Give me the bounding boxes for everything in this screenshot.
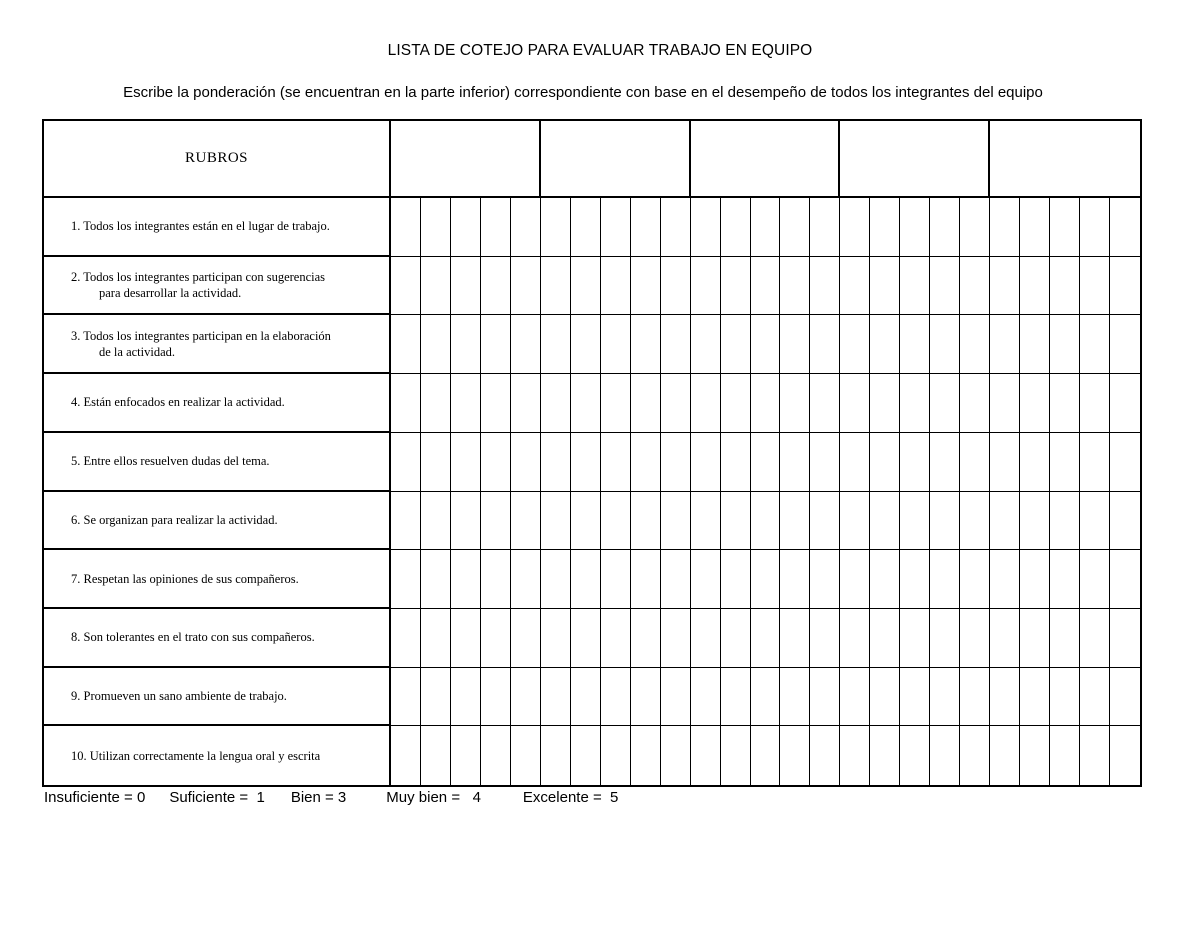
score-cell[interactable] xyxy=(721,198,751,257)
score-cell[interactable] xyxy=(810,198,840,257)
score-cell[interactable] xyxy=(1080,726,1110,785)
score-cell[interactable] xyxy=(1020,609,1050,668)
rubro-label-4 xyxy=(44,374,391,433)
score-cell[interactable] xyxy=(990,668,1020,727)
score-cell[interactable] xyxy=(900,492,930,551)
score-cell[interactable] xyxy=(870,668,900,727)
score-cell[interactable] xyxy=(691,198,721,257)
score-cell[interactable] xyxy=(960,726,990,785)
score-cell[interactable] xyxy=(751,550,781,609)
score-cell[interactable] xyxy=(421,668,451,727)
score-cell[interactable] xyxy=(511,609,541,668)
score-cell[interactable] xyxy=(930,492,960,551)
rubro-text: 7. Respetan las opiniones de sus compañeros. xyxy=(71,571,299,586)
score-cell[interactable] xyxy=(990,315,1020,374)
score-cell[interactable] xyxy=(960,257,990,316)
rubro-label-3 xyxy=(44,315,391,374)
score-cell[interactable] xyxy=(481,492,511,551)
score-cell[interactable] xyxy=(780,433,810,492)
rubro-text: 1. Todos los integrantes están en el lugar de trabajo. xyxy=(71,219,330,234)
score-cell[interactable] xyxy=(1110,198,1140,257)
score-cell[interactable] xyxy=(751,315,781,374)
score-cell[interactable] xyxy=(631,315,661,374)
rating-legend xyxy=(44,789,618,806)
rubro-text: 3. Todos los integrantes participan en la elaboración xyxy=(71,328,331,343)
score-cell[interactable] xyxy=(421,492,451,551)
score-cell[interactable] xyxy=(391,433,421,492)
score-cell[interactable] xyxy=(601,609,631,668)
score-cell[interactable] xyxy=(421,726,451,785)
score-cell[interactable] xyxy=(810,609,840,668)
legend-bien: Bien = 3 xyxy=(290,789,347,806)
score-cell[interactable] xyxy=(451,726,481,785)
score-cell[interactable] xyxy=(391,492,421,551)
member-header-5[interactable] xyxy=(990,121,1140,198)
score-cell[interactable] xyxy=(930,257,960,316)
score-cell[interactable] xyxy=(391,374,421,433)
score-cell[interactable] xyxy=(571,550,601,609)
score-cell[interactable] xyxy=(721,433,751,492)
score-cell[interactable] xyxy=(930,726,960,785)
member-header-3[interactable] xyxy=(691,121,841,198)
score-cell[interactable] xyxy=(1110,492,1140,551)
legend-suficiente: Suficiente = 1 xyxy=(169,789,265,806)
score-cell[interactable] xyxy=(391,315,421,374)
score-cell[interactable] xyxy=(691,726,721,785)
score-cell[interactable] xyxy=(451,609,481,668)
score-cell[interactable] xyxy=(930,668,960,727)
score-cell[interactable] xyxy=(1110,433,1140,492)
score-cell[interactable] xyxy=(511,257,541,316)
rubro-text-continued: para desarrollar la actividad. xyxy=(99,286,242,301)
score-cell[interactable] xyxy=(571,257,601,316)
score-cell[interactable] xyxy=(1050,550,1080,609)
score-cell[interactable] xyxy=(840,257,870,316)
score-cell[interactable] xyxy=(661,257,691,316)
rubro-label-1 xyxy=(44,198,391,257)
score-cell[interactable] xyxy=(900,198,930,257)
score-cell[interactable] xyxy=(511,315,541,374)
score-cell[interactable] xyxy=(691,550,721,609)
score-cell[interactable] xyxy=(1110,374,1140,433)
score-cell[interactable] xyxy=(631,198,661,257)
score-cell[interactable] xyxy=(840,492,870,551)
score-cell[interactable] xyxy=(960,198,990,257)
score-cell[interactable] xyxy=(840,668,870,727)
rubro-text: 6. Se organizan para realizar la actividad. xyxy=(71,512,278,527)
score-cell[interactable] xyxy=(990,198,1020,257)
score-cell[interactable] xyxy=(391,257,421,316)
score-cell[interactable] xyxy=(840,198,870,257)
score-cell[interactable] xyxy=(601,198,631,257)
score-cell[interactable] xyxy=(840,726,870,785)
score-cell[interactable] xyxy=(960,492,990,551)
score-cell[interactable] xyxy=(631,609,661,668)
member-header-4[interactable] xyxy=(840,121,990,198)
score-cell[interactable] xyxy=(391,726,421,785)
score-cell[interactable] xyxy=(631,726,661,785)
score-cell[interactable] xyxy=(1050,668,1080,727)
score-cell[interactable] xyxy=(810,668,840,727)
score-cell[interactable] xyxy=(601,374,631,433)
score-cell[interactable] xyxy=(1050,198,1080,257)
score-cell[interactable] xyxy=(990,374,1020,433)
rubro-label-7 xyxy=(44,550,391,609)
score-cell[interactable] xyxy=(1110,315,1140,374)
score-cell[interactable] xyxy=(1080,198,1110,257)
score-cell[interactable] xyxy=(1080,433,1110,492)
rubro-label-8 xyxy=(44,609,391,668)
score-cell[interactable] xyxy=(421,609,451,668)
score-cell[interactable] xyxy=(870,198,900,257)
score-cell[interactable] xyxy=(601,492,631,551)
score-cell[interactable] xyxy=(661,374,691,433)
score-cell[interactable] xyxy=(900,668,930,727)
score-cell[interactable] xyxy=(601,257,631,316)
score-cell[interactable] xyxy=(840,433,870,492)
score-cell[interactable] xyxy=(721,668,751,727)
score-cell[interactable] xyxy=(780,374,810,433)
score-cell[interactable] xyxy=(780,198,810,257)
score-cell[interactable] xyxy=(1080,492,1110,551)
score-cell[interactable] xyxy=(691,433,721,492)
score-cell[interactable] xyxy=(601,433,631,492)
score-cell[interactable] xyxy=(1080,550,1110,609)
score-cell[interactable] xyxy=(691,668,721,727)
score-cell[interactable] xyxy=(751,433,781,492)
score-cell[interactable] xyxy=(601,726,631,785)
score-cell[interactable] xyxy=(541,257,571,316)
score-cell[interactable] xyxy=(1020,374,1050,433)
score-cell[interactable] xyxy=(451,198,481,257)
score-cell[interactable] xyxy=(511,492,541,551)
score-cell[interactable] xyxy=(870,609,900,668)
score-cell[interactable] xyxy=(1080,374,1110,433)
score-cell[interactable] xyxy=(780,609,810,668)
score-cell[interactable] xyxy=(810,433,840,492)
score-cell[interactable] xyxy=(661,433,691,492)
score-cell[interactable] xyxy=(421,433,451,492)
score-cell[interactable] xyxy=(1080,315,1110,374)
score-cell[interactable] xyxy=(601,550,631,609)
score-cell[interactable] xyxy=(571,609,601,668)
score-cell[interactable] xyxy=(990,726,1020,785)
score-cell[interactable] xyxy=(721,257,751,316)
score-cell[interactable] xyxy=(1110,550,1140,609)
rubro-text: 2. Todos los integrantes participan con sugerencias xyxy=(71,270,326,285)
score-cell[interactable] xyxy=(1020,550,1050,609)
score-cell[interactable] xyxy=(780,726,810,785)
score-cell[interactable] xyxy=(541,198,571,257)
score-cell[interactable] xyxy=(661,668,691,727)
score-cell[interactable] xyxy=(721,726,751,785)
score-cell[interactable] xyxy=(990,257,1020,316)
score-cell[interactable] xyxy=(1110,668,1140,727)
score-cell[interactable] xyxy=(751,257,781,316)
score-cell[interactable] xyxy=(1110,726,1140,785)
score-cell[interactable] xyxy=(691,374,721,433)
score-cell[interactable] xyxy=(930,198,960,257)
score-cell[interactable] xyxy=(451,257,481,316)
score-cell[interactable] xyxy=(391,609,421,668)
score-cell[interactable] xyxy=(571,315,601,374)
score-cell[interactable] xyxy=(1050,374,1080,433)
score-cell[interactable] xyxy=(541,315,571,374)
score-cell[interactable] xyxy=(661,492,691,551)
score-cell[interactable] xyxy=(1110,609,1140,668)
score-cell[interactable] xyxy=(930,374,960,433)
score-cell[interactable] xyxy=(960,374,990,433)
score-cell[interactable] xyxy=(631,668,661,727)
score-cell[interactable] xyxy=(481,609,511,668)
score-cell[interactable] xyxy=(900,609,930,668)
score-cell[interactable] xyxy=(870,550,900,609)
score-cell[interactable] xyxy=(1050,433,1080,492)
score-cell[interactable] xyxy=(1020,315,1050,374)
score-cell[interactable] xyxy=(930,433,960,492)
score-cell[interactable] xyxy=(870,257,900,316)
rubro-label-9 xyxy=(44,668,391,727)
score-cell[interactable] xyxy=(571,492,601,551)
score-cell[interactable] xyxy=(661,609,691,668)
score-cell[interactable] xyxy=(1080,668,1110,727)
score-cell[interactable] xyxy=(810,492,840,551)
score-cell[interactable] xyxy=(451,550,481,609)
score-cell[interactable] xyxy=(421,257,451,316)
score-cell[interactable] xyxy=(631,374,661,433)
score-cell[interactable] xyxy=(1110,257,1140,316)
score-cell[interactable] xyxy=(870,492,900,551)
score-cell[interactable] xyxy=(810,550,840,609)
score-cell[interactable] xyxy=(840,550,870,609)
rubro-label-2 xyxy=(44,257,391,316)
score-cell[interactable] xyxy=(1020,257,1050,316)
score-cell[interactable] xyxy=(930,609,960,668)
score-cell[interactable] xyxy=(960,315,990,374)
score-cell[interactable] xyxy=(990,550,1020,609)
score-cell[interactable] xyxy=(391,198,421,257)
rubro-text: 9. Promueven un sano ambiente de trabajo. xyxy=(71,688,287,703)
score-cell[interactable] xyxy=(751,198,781,257)
page-title: LISTA DE COTEJO PARA EVALUAR TRABAJO EN EQUIPO xyxy=(387,42,813,59)
score-cell[interactable] xyxy=(481,198,511,257)
score-cell[interactable] xyxy=(421,374,451,433)
score-cell[interactable] xyxy=(900,550,930,609)
score-cell[interactable] xyxy=(511,374,541,433)
score-cell[interactable] xyxy=(780,315,810,374)
score-cell[interactable] xyxy=(1050,257,1080,316)
score-cell[interactable] xyxy=(391,668,421,727)
score-cell[interactable] xyxy=(1020,198,1050,257)
rubro-text: 4. Están enfocados en realizar la actividad. xyxy=(71,395,285,410)
score-cell[interactable] xyxy=(1050,609,1080,668)
rubro-text: 8. Son tolerantes en el trato con sus compañeros. xyxy=(71,630,315,645)
rubro-text-continued: de la actividad. xyxy=(99,344,176,359)
score-cell[interactable] xyxy=(1050,492,1080,551)
score-cell[interactable] xyxy=(900,374,930,433)
score-cell[interactable] xyxy=(1050,315,1080,374)
score-cell[interactable] xyxy=(451,492,481,551)
score-cell[interactable] xyxy=(751,668,781,727)
score-cell[interactable] xyxy=(541,726,571,785)
score-cell[interactable] xyxy=(900,726,930,785)
rubro-label-5 xyxy=(44,433,391,492)
score-cell[interactable] xyxy=(481,315,511,374)
score-cell[interactable] xyxy=(1050,726,1080,785)
score-cell[interactable] xyxy=(900,315,930,374)
score-cell[interactable] xyxy=(751,492,781,551)
score-cell[interactable] xyxy=(691,609,721,668)
score-cell[interactable] xyxy=(541,668,571,727)
score-cell[interactable] xyxy=(960,433,990,492)
score-cell[interactable] xyxy=(1080,609,1110,668)
score-cell[interactable] xyxy=(541,433,571,492)
score-cell[interactable] xyxy=(601,668,631,727)
score-cell[interactable] xyxy=(421,315,451,374)
score-cell[interactable] xyxy=(840,374,870,433)
score-cell[interactable] xyxy=(661,198,691,257)
score-cell[interactable] xyxy=(751,609,781,668)
score-cell[interactable] xyxy=(810,374,840,433)
rubros-header: RUBROS xyxy=(44,121,391,198)
score-cell[interactable] xyxy=(511,668,541,727)
score-cell[interactable] xyxy=(661,550,691,609)
score-cell[interactable] xyxy=(691,257,721,316)
score-cell[interactable] xyxy=(780,257,810,316)
score-cell[interactable] xyxy=(960,668,990,727)
score-cell[interactable] xyxy=(481,668,511,727)
score-cell[interactable] xyxy=(571,668,601,727)
score-cell[interactable] xyxy=(481,257,511,316)
score-cell[interactable] xyxy=(810,257,840,316)
score-cell[interactable] xyxy=(451,315,481,374)
score-cell[interactable] xyxy=(391,550,421,609)
score-cell[interactable] xyxy=(631,550,661,609)
checklist-table xyxy=(42,119,1142,787)
instructions-text: Escribe la ponderación (se encuentran en la parte inferior) correspondiente con base en el desempeño de todos los integrantes del equipo xyxy=(123,84,1043,101)
score-cell[interactable] xyxy=(960,550,990,609)
member-header-1[interactable] xyxy=(391,121,541,198)
score-cell[interactable] xyxy=(571,726,601,785)
score-cell[interactable] xyxy=(900,433,930,492)
score-cell[interactable] xyxy=(721,492,751,551)
score-cell[interactable] xyxy=(451,374,481,433)
score-cell[interactable] xyxy=(451,668,481,727)
rubro-text: 10. Utilizan correctamente la lengua oral y escrita xyxy=(71,748,321,763)
rubro-label-10 xyxy=(44,726,391,785)
score-cell[interactable] xyxy=(511,198,541,257)
score-cell[interactable] xyxy=(990,609,1020,668)
score-cell[interactable] xyxy=(511,550,541,609)
score-cell[interactable] xyxy=(481,374,511,433)
score-cell[interactable] xyxy=(780,492,810,551)
score-cell[interactable] xyxy=(810,315,840,374)
score-cell[interactable] xyxy=(661,315,691,374)
score-cell[interactable] xyxy=(721,550,751,609)
score-cell[interactable] xyxy=(421,198,451,257)
score-cell[interactable] xyxy=(930,315,960,374)
score-cell[interactable] xyxy=(1020,433,1050,492)
score-cell[interactable] xyxy=(721,315,751,374)
score-cell[interactable] xyxy=(511,433,541,492)
score-cell[interactable] xyxy=(481,550,511,609)
rubro-label-6 xyxy=(44,492,391,551)
score-cell[interactable] xyxy=(840,609,870,668)
score-cell[interactable] xyxy=(451,433,481,492)
score-cell[interactable] xyxy=(541,374,571,433)
legend-muy-bien: Muy bien = 4 xyxy=(386,789,481,806)
score-cell[interactable] xyxy=(691,315,721,374)
legend-insuficiente: Insuficiente = 0 xyxy=(44,789,146,806)
score-cell[interactable] xyxy=(481,726,511,785)
score-cell[interactable] xyxy=(571,433,601,492)
score-cell[interactable] xyxy=(870,374,900,433)
score-cell[interactable] xyxy=(990,492,1020,551)
score-cell[interactable] xyxy=(1020,726,1050,785)
score-cell[interactable] xyxy=(541,492,571,551)
score-cell[interactable] xyxy=(751,726,781,785)
score-cell[interactable] xyxy=(840,315,870,374)
score-cell[interactable] xyxy=(870,315,900,374)
score-cell[interactable] xyxy=(481,433,511,492)
score-cell[interactable] xyxy=(721,374,751,433)
score-cell[interactable] xyxy=(601,315,631,374)
score-cell[interactable] xyxy=(541,550,571,609)
score-cell[interactable] xyxy=(751,374,781,433)
score-cell[interactable] xyxy=(960,609,990,668)
legend-excelente: Excelente = 5 xyxy=(522,789,619,806)
score-cell[interactable] xyxy=(780,550,810,609)
score-cell[interactable] xyxy=(631,257,661,316)
score-cell[interactable] xyxy=(421,550,451,609)
score-cell[interactable] xyxy=(990,433,1020,492)
score-cell[interactable] xyxy=(631,433,661,492)
score-cell[interactable] xyxy=(1020,492,1050,551)
score-cell[interactable] xyxy=(541,609,571,668)
score-cell[interactable] xyxy=(900,257,930,316)
score-cell[interactable] xyxy=(930,550,960,609)
score-cell[interactable] xyxy=(780,668,810,727)
score-cell[interactable] xyxy=(571,198,601,257)
score-cell[interactable] xyxy=(1080,257,1110,316)
score-cell[interactable] xyxy=(511,726,541,785)
score-cell[interactable] xyxy=(721,609,751,668)
score-cell[interactable] xyxy=(571,374,601,433)
rubro-text: 5. Entre ellos resuelven dudas del tema. xyxy=(71,454,270,469)
score-cell[interactable] xyxy=(810,726,840,785)
score-cell[interactable] xyxy=(691,492,721,551)
score-cell[interactable] xyxy=(631,492,661,551)
score-cell[interactable] xyxy=(1020,668,1050,727)
member-header-2[interactable] xyxy=(541,121,691,198)
score-cell[interactable] xyxy=(870,726,900,785)
score-cell[interactable] xyxy=(661,726,691,785)
score-cell[interactable] xyxy=(870,433,900,492)
